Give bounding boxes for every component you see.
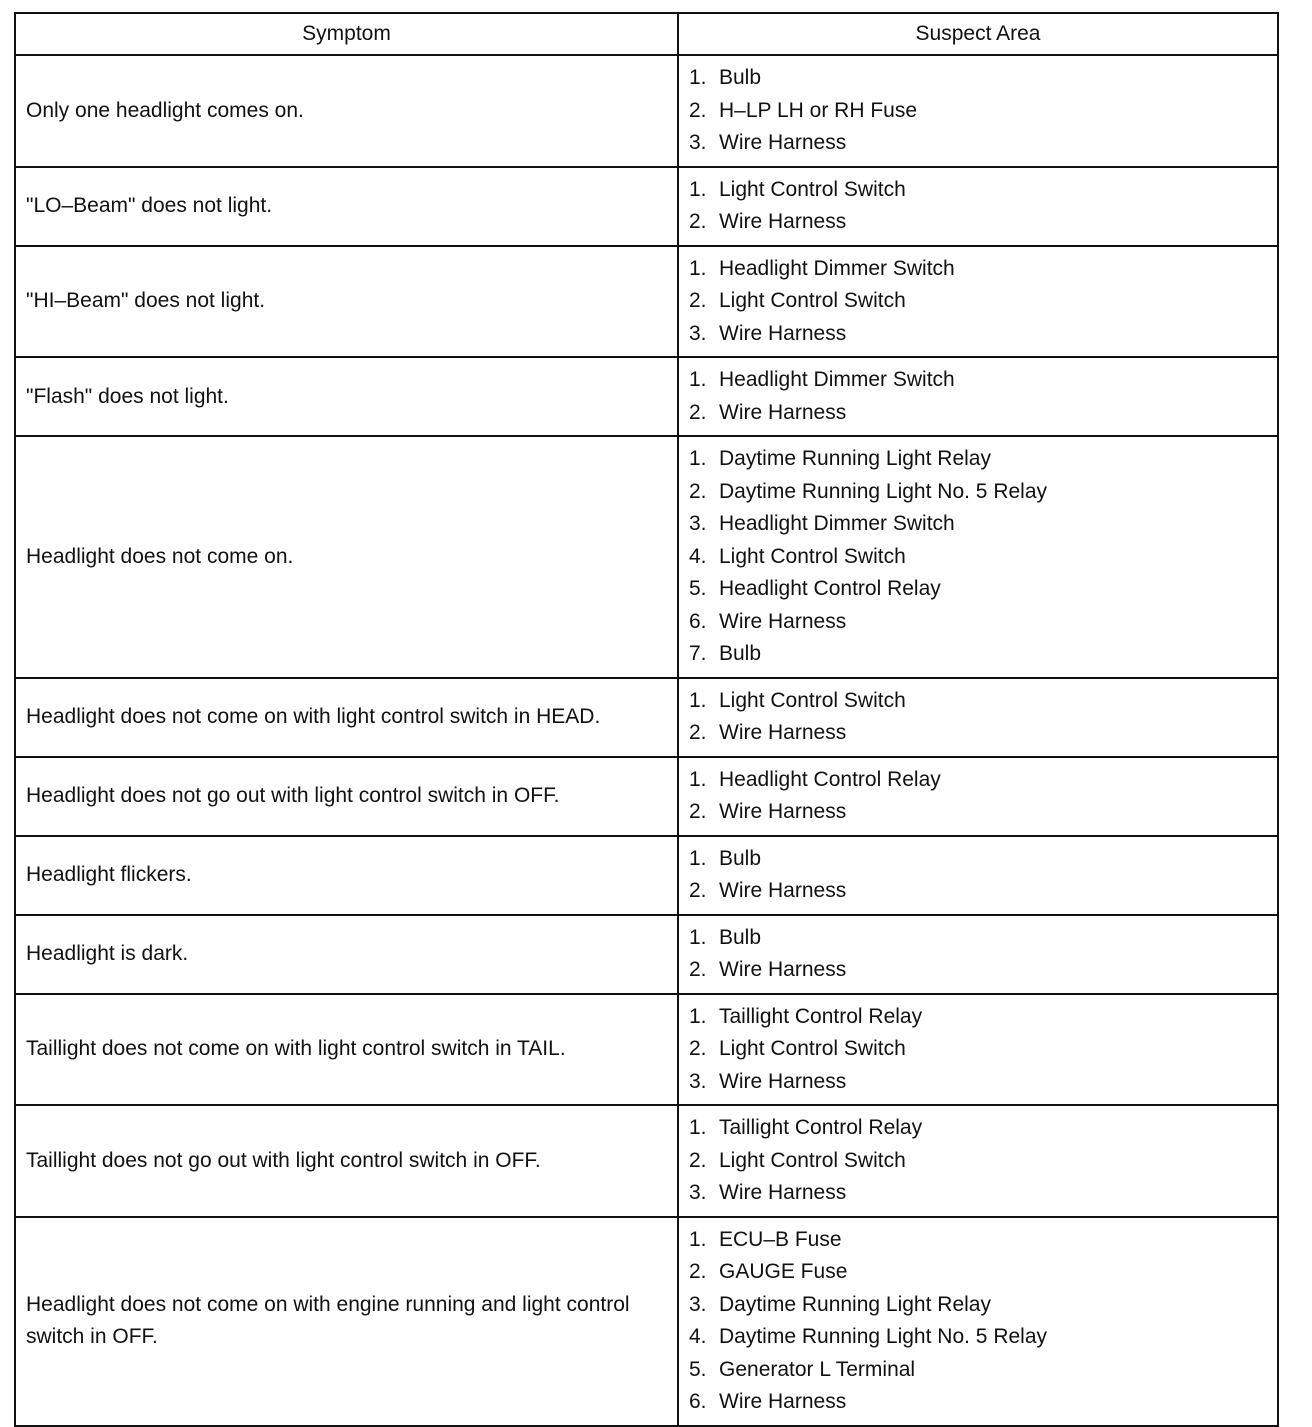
suspect-area-cell <box>678 915 1278 994</box>
symptom-header: Symptom <box>15 13 678 55</box>
item-text: Wire Harness <box>719 958 847 981</box>
suspect-area-cell <box>678 436 1278 678</box>
suspect-area-list <box>689 443 1269 671</box>
suspect-area-cell <box>678 1105 1278 1217</box>
list-item <box>689 875 1269 908</box>
item-text: Wire Harness <box>719 609 847 633</box>
list-item <box>689 1145 1269 1178</box>
list-item <box>689 443 1269 476</box>
item-text: Light Control Switch <box>719 1037 906 1060</box>
list-item <box>689 1112 1269 1145</box>
list-item <box>689 174 1269 207</box>
item-number: 1. <box>689 177 707 201</box>
table-row <box>15 55 1278 167</box>
suspect-area-list <box>689 253 1269 351</box>
item-number: 2. <box>689 479 707 503</box>
item-text: Wire Harness <box>719 131 847 154</box>
suspect-area-list <box>689 843 1269 908</box>
table-row <box>15 1105 1278 1217</box>
item-number: 2. <box>689 1148 707 1172</box>
item-number: 5. <box>689 1357 707 1381</box>
item-text: Light Control Switch <box>719 289 906 312</box>
item-number: 1. <box>689 368 707 391</box>
suspect-area-cell <box>678 246 1278 358</box>
item-number: 1. <box>689 925 707 949</box>
list-item <box>689 796 1269 829</box>
list-item <box>689 843 1269 876</box>
table-row <box>15 246 1278 358</box>
item-number: 2. <box>689 98 707 122</box>
item-text: Taillight Control Relay <box>719 1004 923 1028</box>
item-number: 2. <box>689 958 707 981</box>
suspect-area-list <box>689 62 1269 160</box>
list-item <box>689 1224 1269 1257</box>
symptom-cell: Headlight does not go out with light control switch in OFF. <box>15 757 678 836</box>
suspect-area-list <box>689 174 1269 239</box>
item-text: Bulb <box>719 846 762 870</box>
table-row <box>15 757 1278 836</box>
troubleshooting-table <box>14 12 1279 1427</box>
list-item <box>689 285 1269 318</box>
item-text: Wire Harness <box>719 400 847 424</box>
suspect-area-list <box>689 364 1269 429</box>
item-number: 4. <box>689 544 707 568</box>
list-item <box>689 1066 1269 1099</box>
list-item <box>689 1354 1269 1387</box>
suspect-area-cell <box>678 55 1278 167</box>
list-item <box>689 397 1269 430</box>
item-number: 5. <box>689 577 707 600</box>
table-row <box>15 836 1278 915</box>
table-row <box>15 167 1278 246</box>
item-text: ECU–B Fuse <box>719 1227 842 1251</box>
suspect-area-cell <box>678 757 1278 836</box>
item-text: Headlight Control Relay <box>719 767 941 791</box>
list-item <box>689 573 1269 606</box>
item-number: 1. <box>689 1004 707 1028</box>
item-number: 1. <box>689 447 707 470</box>
symptom-cell: "LO–Beam" does not light. <box>15 167 678 246</box>
header-row <box>15 13 1278 55</box>
item-number: 2. <box>689 210 707 233</box>
item-text: GAUGE Fuse <box>719 1260 848 1283</box>
item-number: 4. <box>689 1325 707 1348</box>
item-number: 2. <box>689 721 707 744</box>
item-text: Headlight Dimmer Switch <box>719 512 955 535</box>
item-text: Light Control Switch <box>719 544 906 568</box>
list-item <box>689 1386 1269 1419</box>
item-text: Light Control Switch <box>719 1148 906 1172</box>
item-text: Wire Harness <box>719 321 847 345</box>
item-text: Daytime Running Light No. 5 Relay <box>719 1325 1048 1348</box>
item-number: 2. <box>689 1260 707 1283</box>
suspect-area-list <box>689 922 1269 987</box>
item-text: H–LP LH or RH Fuse <box>719 98 918 122</box>
item-text: Light Control Switch <box>719 688 906 712</box>
item-text: Wire Harness <box>719 210 847 233</box>
item-number: 6. <box>689 609 707 633</box>
list-item <box>689 1033 1269 1066</box>
suspect-area-cell <box>678 1217 1278 1426</box>
table-row <box>15 1217 1278 1426</box>
item-number: 1. <box>689 66 707 89</box>
suspect-area-list <box>689 1001 1269 1099</box>
suspect-area-cell <box>678 167 1278 246</box>
table-row <box>15 678 1278 757</box>
item-number: 3. <box>689 512 707 535</box>
list-item <box>689 62 1269 95</box>
suspect-area-list <box>689 1112 1269 1210</box>
item-number: 6. <box>689 1390 707 1413</box>
list-item <box>689 541 1269 574</box>
suspect-area-list <box>689 1224 1269 1419</box>
list-item <box>689 606 1269 639</box>
list-item <box>689 95 1269 128</box>
symptom-cell: Headlight does not come on with engine running and light control switch in OFF. <box>15 1217 678 1426</box>
table-row <box>15 357 1278 436</box>
symptom-cell: Taillight does not go out with light control switch in OFF. <box>15 1105 678 1217</box>
table-row <box>15 436 1278 678</box>
item-number: 2. <box>689 400 707 424</box>
symptom-cell: "Flash" does not light. <box>15 357 678 436</box>
item-text: Daytime Running Light No. 5 Relay <box>719 479 1048 503</box>
item-number: 3. <box>689 131 707 154</box>
item-text: Bulb <box>719 925 762 949</box>
symptom-cell: Headlight does not come on. <box>15 436 678 678</box>
list-item <box>689 954 1269 987</box>
item-text: Generator L Terminal <box>719 1357 916 1381</box>
item-number: 7. <box>689 642 707 665</box>
item-number: 1. <box>689 846 707 870</box>
list-item <box>689 508 1269 541</box>
suspect-area-header: Suspect Area <box>678 13 1278 55</box>
item-number: 2. <box>689 879 707 902</box>
list-item <box>689 318 1269 351</box>
item-number: 1. <box>689 767 707 791</box>
item-text: Wire Harness <box>719 800 847 823</box>
item-text: Bulb <box>719 66 762 89</box>
table-row <box>15 994 1278 1106</box>
item-number: 2. <box>689 800 707 823</box>
list-item <box>689 127 1269 160</box>
table-body <box>15 55 1278 1426</box>
item-text: Light Control Switch <box>719 177 906 201</box>
item-number: 2. <box>689 289 707 312</box>
item-number: 1. <box>689 1116 707 1139</box>
list-item <box>689 638 1269 671</box>
table-row <box>15 915 1278 994</box>
list-item <box>689 1289 1269 1322</box>
suspect-area-list <box>689 685 1269 750</box>
list-item <box>689 476 1269 509</box>
suspect-area-list <box>689 764 1269 829</box>
item-number: 2. <box>689 1037 707 1060</box>
suspect-area-cell <box>678 994 1278 1106</box>
item-text: Taillight Control Relay <box>719 1116 923 1139</box>
item-text: Bulb <box>719 642 762 665</box>
symptom-cell: Headlight is dark. <box>15 915 678 994</box>
item-text: Wire Harness <box>719 879 847 902</box>
list-item <box>689 922 1269 955</box>
item-number: 3. <box>689 1069 707 1093</box>
item-text: Wire Harness <box>719 1390 847 1413</box>
symptom-cell: Taillight does not come on with light control switch in TAIL. <box>15 994 678 1106</box>
symptom-cell: Headlight does not come on with light control switch in HEAD. <box>15 678 678 757</box>
list-item <box>689 1001 1269 1034</box>
symptom-cell: Only one headlight comes on. <box>15 55 678 167</box>
item-number: 1. <box>689 1227 707 1251</box>
item-number: 1. <box>689 688 707 712</box>
item-text: Headlight Control Relay <box>719 577 941 600</box>
item-number: 1. <box>689 256 707 280</box>
item-text: Headlight Dimmer Switch <box>719 368 955 391</box>
item-number: 3. <box>689 1292 707 1316</box>
symptom-cell: "HI–Beam" does not light. <box>15 246 678 358</box>
item-text: Wire Harness <box>719 1069 847 1093</box>
suspect-area-cell <box>678 678 1278 757</box>
list-item <box>689 206 1269 239</box>
list-item <box>689 253 1269 286</box>
symptom-cell: Headlight flickers. <box>15 836 678 915</box>
list-item <box>689 764 1269 797</box>
list-item <box>689 1256 1269 1289</box>
item-text: Daytime Running Light Relay <box>719 447 991 470</box>
item-number: 3. <box>689 1181 707 1204</box>
item-number: 3. <box>689 321 707 345</box>
item-text: Headlight Dimmer Switch <box>719 256 955 280</box>
list-item <box>689 1321 1269 1354</box>
item-text: Wire Harness <box>719 1181 847 1204</box>
list-item <box>689 364 1269 397</box>
list-item <box>689 1177 1269 1210</box>
list-item <box>689 717 1269 750</box>
suspect-area-cell <box>678 357 1278 436</box>
suspect-area-cell <box>678 836 1278 915</box>
item-text: Wire Harness <box>719 721 847 744</box>
item-text: Daytime Running Light Relay <box>719 1292 991 1316</box>
list-item <box>689 685 1269 718</box>
